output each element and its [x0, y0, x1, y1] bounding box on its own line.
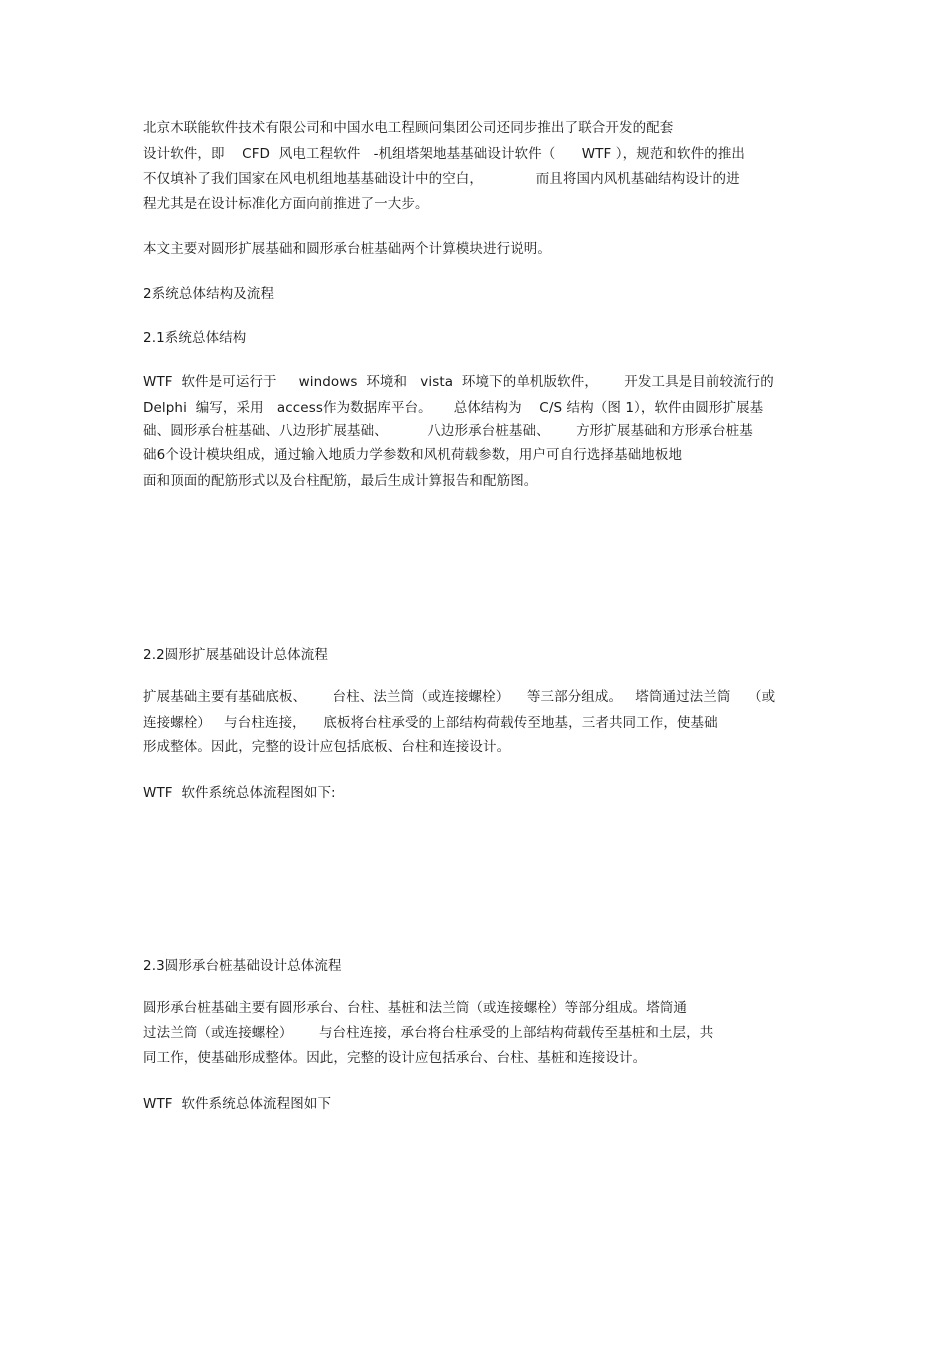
- section-2-2-line-1: 扩展基础主要有基础底板、 台柱、法兰筒（或连接螺栓） 等三部分组成。 塔筒通过法兰筒 （或: [143, 689, 776, 705]
- section-2-heading: 2系统总体结构及流程: [143, 286, 275, 302]
- section-2-1-heading: 2.1系统总体结构: [143, 330, 247, 346]
- section-2-1-line-3: 础、圆形承台桩基础、八边形扩展基础、 八边形承台桩基础、 方形扩展基础和方形承台桩基: [143, 423, 753, 439]
- section-2-1-line-2: Delphi 编写，采用 access作为数据库平台。 总体结构为 C/S 结构（图 1），软件由圆形扩展基: [143, 400, 764, 416]
- section-2-3-line-3: 同工作，使基础形成整体。因此，完整的设计应包括承台、台柱、基桩和连接设计。: [143, 1050, 647, 1066]
- intro-line-4: 程尤其是在设计标准化方面向前推进了一大步。: [143, 196, 429, 212]
- section-2-1-line-5: 面和顶面的配筋形式以及台柱配筋，最后生成计算报告和配筋图。: [143, 473, 538, 489]
- section-2-2-line-2: 连接螺栓） 与台柱连接， 底板将台柱承受的上部结构荷载传至地基，三者共同工作，使基础: [143, 715, 718, 731]
- intro-line-1: 北京木联能软件技术有限公司和中国水电工程顾问集团公司还同步推出了联合开发的配套: [143, 120, 674, 136]
- section-2-2-flow-caption: WTF 软件系统总体流程图如下:: [143, 785, 336, 801]
- summary-paragraph: 本文主要对圆形扩展基础和圆形承台桩基础两个计算模块进行说明。: [143, 241, 551, 257]
- intro-line-2: 设计软件，即 CFD 风电工程软件 -机组塔架地基基础设计软件（ WTF ），规范和软件的推出: [143, 146, 746, 162]
- section-2-1-line-4: 础6个设计模块组成，通过输入地质力学参数和风机荷载参数，用户可自行选择基础地板地: [143, 447, 683, 463]
- section-2-2-line-3: 形成整体。因此，完整的设计应包括底板、台柱和连接设计。: [143, 739, 511, 755]
- section-2-1-line-1: WTF 软件是可运行于 windows 环境和 vista 环境下的单机版软件， 开发工具是目前较流行的: [143, 374, 774, 390]
- section-2-3-line-1: 圆形承台桩基础主要有圆形承台、台柱、基桩和法兰筒（或连接螺栓）等部分组成。塔筒通: [143, 1000, 687, 1016]
- section-2-2-heading: 2.2圆形扩展基础设计总体流程: [143, 647, 328, 663]
- section-2-3-flow-caption: WTF 软件系统总体流程图如下: [143, 1096, 332, 1112]
- section-2-3-line-2: 过法兰筒（或连接螺栓） 与台柱连接，承台将台柱承受的上部结构荷载传至基桩和土层，共: [143, 1025, 714, 1041]
- intro-line-3: 不仅填补了我们国家在风电机组地基基础设计中的空白， 而且将国内风机基础结构设计的进: [143, 171, 740, 187]
- section-2-3-heading: 2.3圆形承台桩基础设计总体流程: [143, 958, 342, 974]
